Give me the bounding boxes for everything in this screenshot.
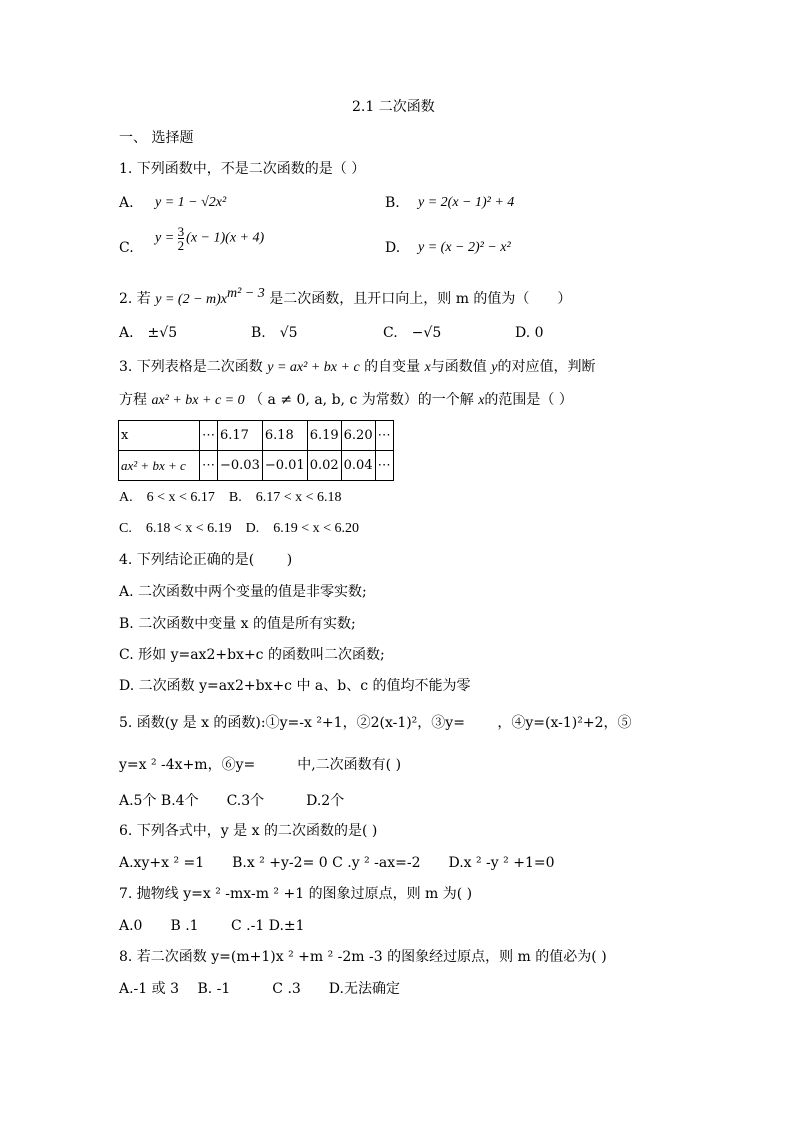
q1-option-a: y = 1 − √2x² (155, 195, 227, 210)
q1-option-c (155, 225, 264, 252)
table-cell: 6.17 (218, 421, 263, 451)
table-cell: ⋯ (200, 451, 218, 481)
q2-option-c: C. −√5 (383, 325, 442, 341)
table-cell: 0.02 (307, 451, 341, 481)
question-2-stem (119, 285, 571, 309)
q3-l2-condition: （ a ≠ 0, a, b, c 为常数）的一个解 (249, 392, 474, 408)
table-cell: x (119, 421, 200, 451)
question-1-stem: 1. 下列函数中，不是二次函数的是（ ） (119, 161, 366, 177)
table-cell: 0.04 (341, 451, 375, 481)
table-cell: 6.19 (307, 421, 341, 451)
q2-option-d: D. 0 (515, 325, 544, 341)
section-heading: 一、 选择题 (119, 130, 194, 146)
question-3-line-2 (119, 391, 573, 410)
q5-options: A.5个 B.4个 C.3个 D.2个 (119, 793, 345, 809)
q3-l2-suffix: 的范围是（ ） (484, 392, 573, 408)
table-cell: ⋯ (375, 421, 393, 451)
q1-c-prefix: y = (155, 230, 175, 246)
table-cell: −0.01 (262, 451, 307, 481)
q1-c-suffix: (x − 1)(x + 4) (186, 230, 265, 246)
q7-options: A.0 B .1 C .-1 D.±1 (119, 918, 305, 934)
q2-prefix: 2. 若 (119, 291, 151, 307)
question-6-stem: 6. 下列各式中，y 是 x 的二次函数的是( ) (119, 823, 378, 839)
question-3-line-1 (119, 358, 595, 377)
q3-options-cd: C. 6.18 < x < 6.19 D. 6.19 < x < 6.20 (119, 521, 360, 536)
q1-option-b-label: B. (385, 195, 400, 211)
q1-option-d: y = (x − 2)² − x² (418, 240, 511, 255)
q3-l1-y: y (491, 360, 498, 375)
q4-option-d: D. 二次函数 y=ax2+bx+c 中 a、b、c 的值均不能为零 (119, 678, 471, 694)
question-8-stem: 8. 若二次函数 y=(m+1)x ² +m ² -2m -3 的图象经过原点，则 m 的值必为( ) (119, 949, 607, 965)
q2-option-a: A. ±√5 (119, 325, 178, 341)
page-title: 2.1 二次函数 (352, 99, 435, 115)
table-cell: 6.20 (341, 421, 375, 451)
table-cell: −0.03 (218, 451, 263, 481)
question-5-line-2: y=x ² -4x+m，⑥y= 中,二次函数有( ) (119, 757, 402, 773)
q2-expression: y = (2 − m)x (155, 292, 228, 307)
q1-option-d-label: D. (385, 240, 401, 256)
q3-l2-x: x (478, 393, 485, 408)
q3-l1-suffix: 的对应值，判断 (497, 359, 596, 375)
q3-l2-equation: ax² + bx + c = 0 (151, 393, 245, 408)
q4-option-a: A. 二次函数中两个变量的值是非零实数; (119, 584, 367, 600)
q4-option-c: C. 形如 y=ax2+bx+c 的函数叫二次函数; (119, 647, 385, 663)
table-row (119, 421, 394, 451)
question-7-stem: 7. 抛物线 y=x ² -mx-m ² +1 的图象过原点，则 m 为( ) (119, 886, 473, 902)
q1-option-b: y = 2(x − 1)² + 4 (418, 195, 515, 210)
q2-option-b: B. √5 (251, 325, 298, 341)
q1-option-a-label: A. (119, 195, 134, 211)
q8-options: A.-1 或 3 B. -1 C .3 D.无法确定 (119, 981, 400, 997)
q3-l2-prefix: 方程 (119, 392, 147, 408)
table-row (119, 451, 394, 481)
table-cell: ⋯ (200, 421, 218, 451)
q3-options-ab: A. 6 < x < 6.17 B. 6.17 < x < 6.18 (119, 490, 342, 505)
q2-suffix: 是二次函数，且开口向上，则 m 的值为（ ） (269, 291, 572, 307)
fraction (178, 225, 185, 252)
q1-option-c-label: C. (119, 240, 134, 256)
question-5-line-1: 5. 函数(y 是 x 的函数):①y=-x ²+1，②2(x-1)²，③y= ，④y=(x-1)²+2，⑤ (119, 715, 632, 731)
q2-exponent: m² − 3 (227, 286, 265, 301)
table-cell: ⋯ (375, 451, 393, 481)
question-4-stem: 4. 下列结论正确的是( ) (119, 552, 293, 568)
q3-l1-prefix: 3. 下列表格是二次函数 (119, 359, 263, 375)
q4-option-b: B. 二次函数中变量 x 的值是所有实数; (119, 616, 356, 632)
q3-l1-expression: y = ax² + bx + c (267, 360, 360, 375)
fraction-denominator: 2 (177, 238, 185, 253)
q3-l1-mid: 的自变量 (364, 359, 421, 375)
value-table (118, 420, 394, 481)
q3-l1-x: x (424, 360, 431, 375)
q3-l1-mid2: 与函数值 (430, 359, 487, 375)
fraction-numerator: 3 (177, 224, 185, 239)
q6-options: A.xy+x ² =1 B.x ² +y-2= 0 C .y ² -ax=-2 D.x ² -y ² +1=0 (119, 855, 555, 871)
table-cell: ax² + bx + c (119, 451, 200, 481)
table-cell: 6.18 (262, 421, 307, 451)
